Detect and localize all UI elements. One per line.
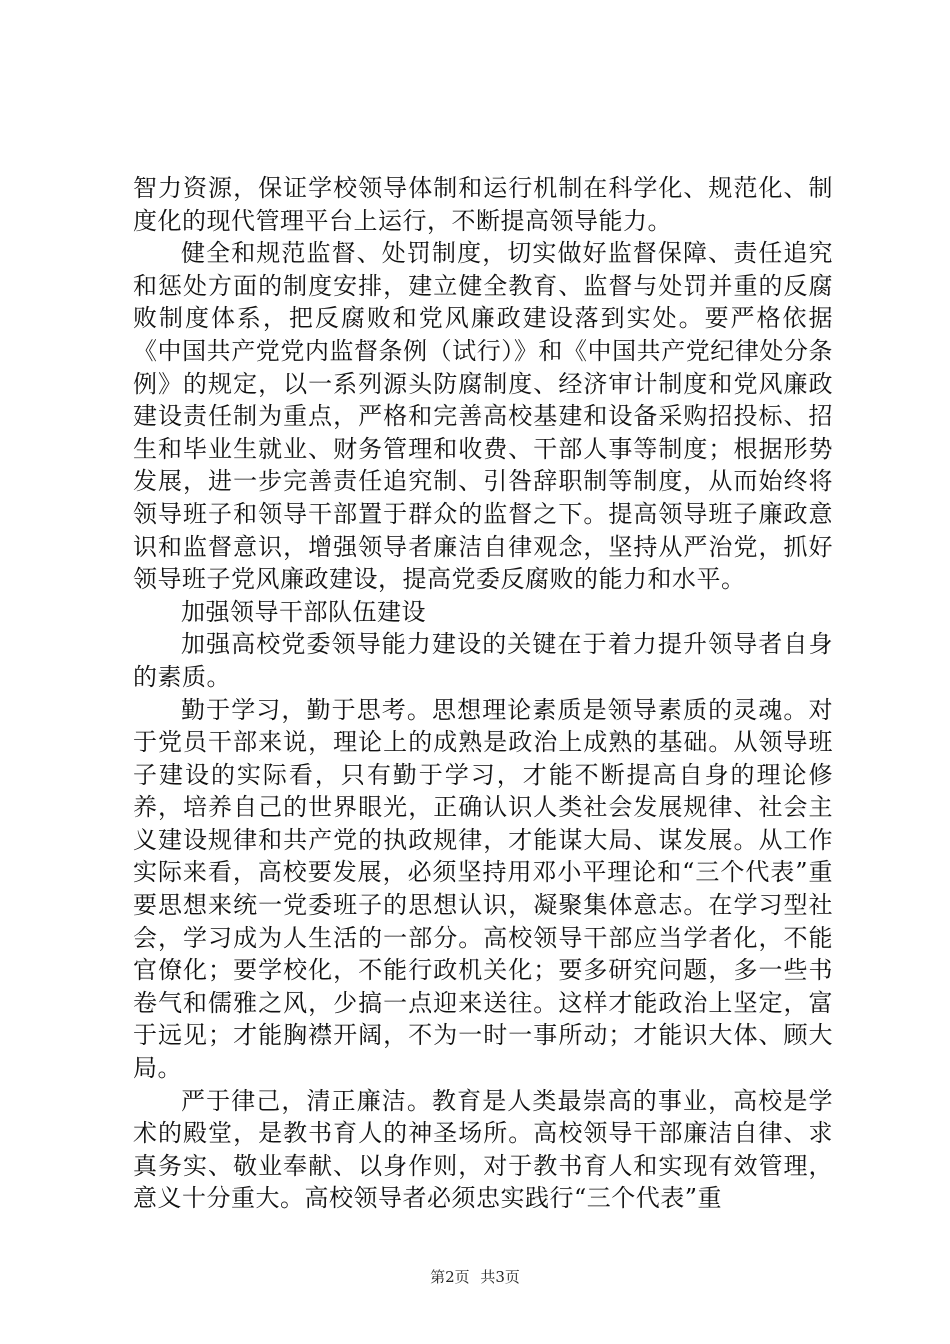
paragraph: 健全和规范监督、处罚制度，切实做好监督保障、责任追究和惩处方面的制度安排，建立健全教育、监督与处罚并重的反腐败制度体系，把反腐败和党风廉政建设落到实处。要严格依据《中国共产党党内监督条例（试行）》和《中国共产党纪律处分条例》的规定，以一系列源头防腐制度、经济审计制度和党风廉政建设责任制为重点，严格和完善高校基建和设备采购招投标、招生和毕业生就业、财务管理和收费、干部人事等制度；根据形势发展，进一步完善责任追究制、引咎辞职制等制度，从而始终将领导班子和领导干部置于群众的监督之下。提高领导班子廉政意识和监督意识，增强领导者廉洁自律观念，坚持从严治党，抓好领导班子党风廉政建设，提高党委反腐败的能力和水平。	[133, 239, 833, 594]
page-number: 第2页	[430, 1268, 470, 1286]
page-footer	[0, 1266, 950, 1287]
paragraph: 严于律己，清正廉洁。教育是人类最崇高的事业，高校是学术的殿堂，是教书育人的神圣场所。高校领导干部廉洁自律、求真务实、敬业奉献、以身作则，对于教书育人和实现有效管理，意义十分重大。高校领导者必须忠实践行“三个代表”重	[133, 1086, 833, 1213]
paragraph: 智力资源，保证学校领导体制和运行机制在科学化、规范化、制度化的现代管理平台上运行，不断提高领导能力。	[133, 174, 833, 235]
page-total: 共3页	[480, 1268, 520, 1286]
paragraph: 勤于学习，勤于思考。思想理论素质是领导素质的灵魂。对于党员干部来说，理论上的成熟是政治上成熟的基础。从领导班子建设的实际看，只有勤于学习，才能不断提高自身的理论修养，培养自己的世界眼光，正确认识人类社会发展规律、社会主义建设规律和共产党的执政规律，才能谋大局、谋发展。从工作实际来看，高校要发展，必须坚持用邓小平理论和“三个代表”重要思想来统一党委班子的思想认识，凝聚集体意志。在学习型社会，学习成为人生活的一部分。高校领导干部应当学者化，不能官僚化；要学校化，不能行政机关化；要多研究问题，多一些书卷气和儒雅之风，少搞一点迎来送往。这样才能政治上坚定，富于远见；才能胸襟开阔，不为一时一事所动；才能识大体、顾大局。	[133, 695, 833, 1083]
section-heading: 加强领导干部队伍建设	[181, 597, 426, 626]
document-body	[133, 172, 833, 1215]
paragraph: 加强高校党委领导能力建设的关键在于着力提升领导者自身的素质。	[133, 630, 833, 691]
